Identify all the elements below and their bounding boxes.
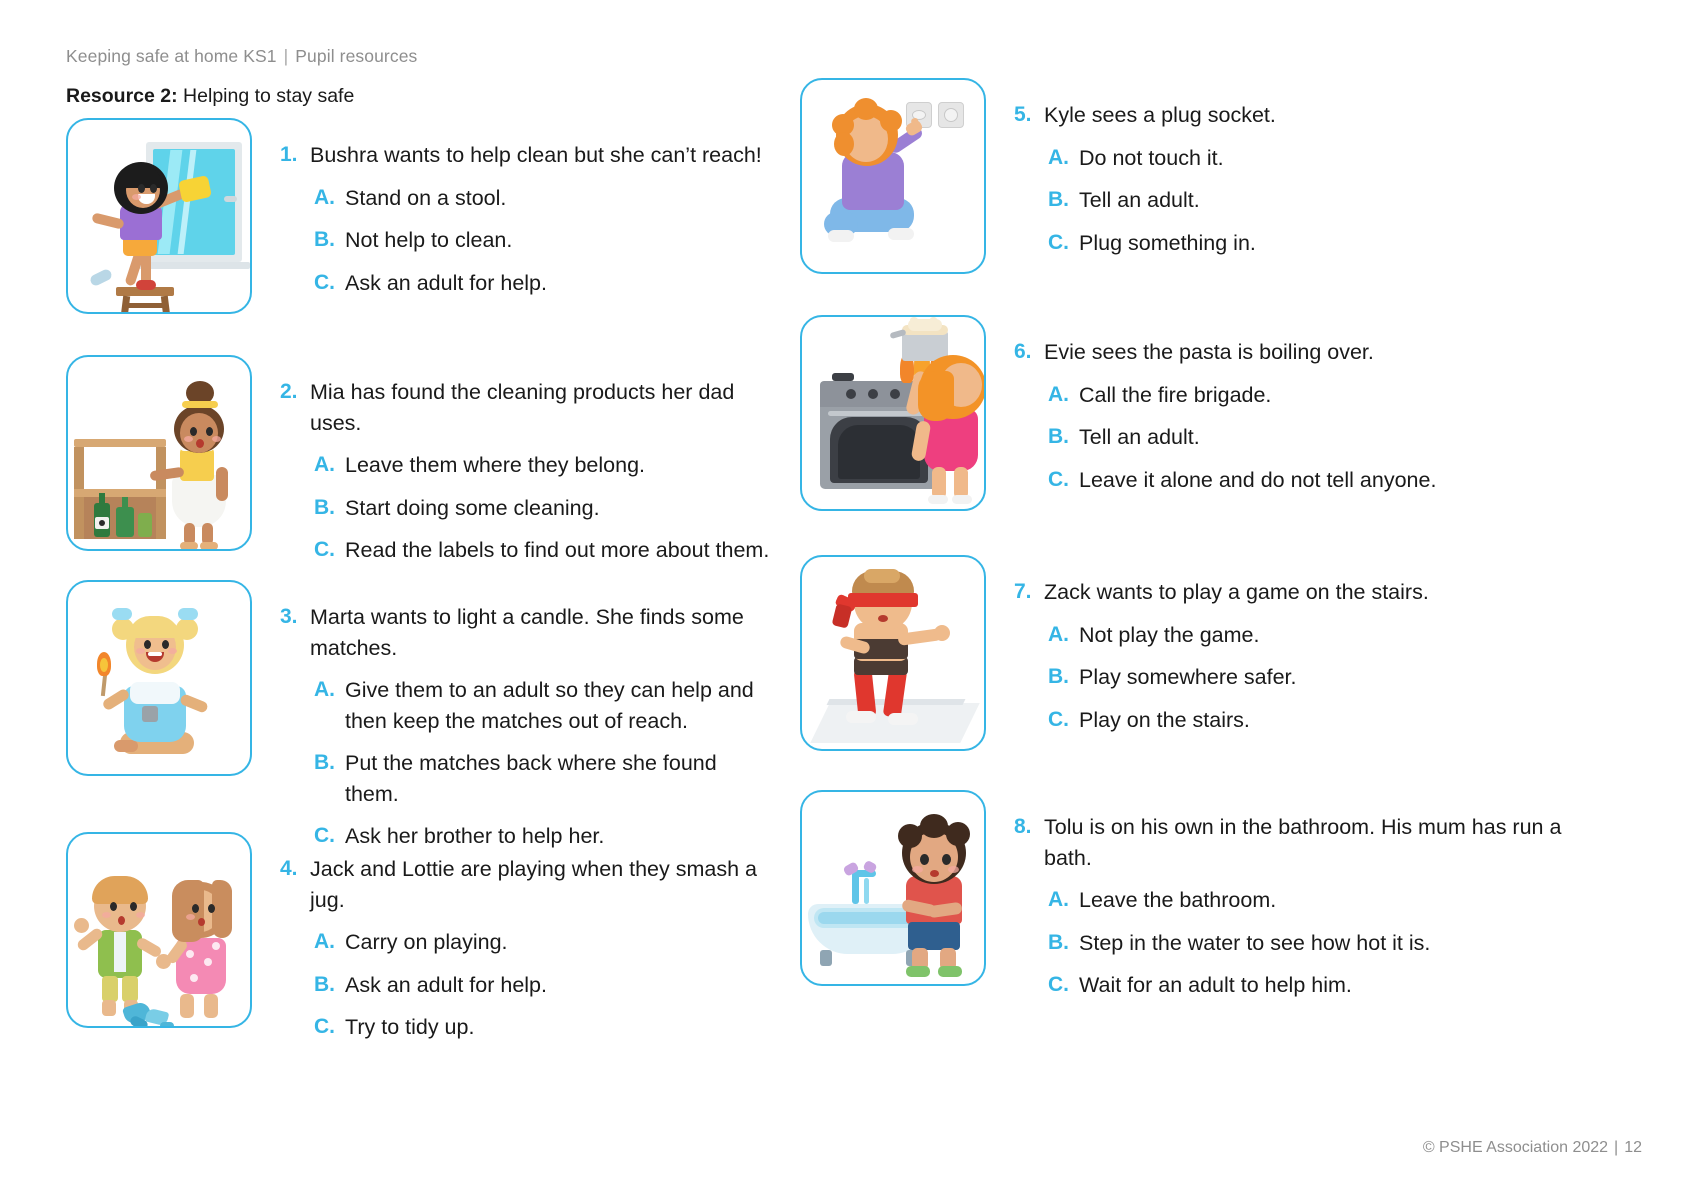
option-letter: A. bbox=[1048, 382, 1069, 406]
question-stem-text: Jack and Lottie are playing when they smash a jug. bbox=[310, 857, 757, 912]
scene-girl-cleaning-window-icon bbox=[68, 120, 250, 312]
option-text: Give them to an adult so they can help and then keep the matches out of reach. bbox=[345, 678, 754, 733]
option-text: Leave it alone and do not tell anyone. bbox=[1079, 467, 1437, 492]
scene-girl-cleaning-products-icon bbox=[68, 357, 250, 549]
breadcrumb-unit: Keeping safe at home KS1 bbox=[66, 46, 277, 66]
option-7b[interactable] bbox=[1014, 662, 1600, 693]
illustration-card-6 bbox=[800, 315, 986, 511]
option-6b[interactable] bbox=[1014, 422, 1600, 453]
option-text: Ask an adult for help. bbox=[345, 270, 547, 295]
question-block-7 bbox=[800, 555, 1600, 751]
question-text-1 bbox=[252, 118, 772, 298]
option-1a[interactable] bbox=[280, 183, 772, 214]
option-letter: B. bbox=[314, 495, 335, 519]
option-list-6 bbox=[1014, 380, 1600, 496]
question-stem-text: Evie sees the pasta is boiling over. bbox=[1044, 340, 1374, 364]
option-6c[interactable] bbox=[1014, 465, 1600, 496]
option-letter: B. bbox=[1048, 425, 1069, 449]
option-list-4 bbox=[280, 927, 772, 1043]
scene-children-broken-jug-icon bbox=[68, 834, 250, 1026]
question-number: 4. bbox=[280, 857, 298, 880]
breadcrumb-separator: | bbox=[283, 46, 289, 66]
option-text: Stand on a stool. bbox=[345, 185, 507, 210]
option-text: Plug something in. bbox=[1079, 230, 1256, 255]
question-stem-text: Tolu is on his own in the bathroom. His mum has run a bath. bbox=[1044, 815, 1562, 870]
option-1c[interactable] bbox=[280, 268, 772, 299]
option-text: Start doing some cleaning. bbox=[345, 495, 600, 520]
option-letter: A. bbox=[1048, 145, 1069, 169]
option-text: Call the fire brigade. bbox=[1079, 382, 1272, 407]
question-stem-text: Kyle sees a plug socket. bbox=[1044, 103, 1276, 127]
option-letter: B. bbox=[314, 751, 335, 775]
option-4c[interactable] bbox=[280, 1012, 772, 1043]
question-number: 8. bbox=[1014, 815, 1032, 838]
option-text: Leave the bathroom. bbox=[1079, 888, 1277, 913]
option-letter: C. bbox=[1048, 467, 1069, 491]
breadcrumb bbox=[66, 46, 417, 67]
option-text: Put the matches back where she found them. bbox=[345, 751, 717, 806]
question-stem-8 bbox=[1014, 812, 1600, 873]
option-3a[interactable] bbox=[280, 675, 772, 736]
question-text-3 bbox=[252, 580, 772, 852]
option-list-3 bbox=[280, 675, 772, 852]
option-letter: C. bbox=[1048, 230, 1069, 254]
option-letter: C. bbox=[1048, 707, 1069, 731]
option-text: Leave them where they belong. bbox=[345, 453, 646, 478]
option-letter: C. bbox=[314, 270, 335, 294]
option-list-5 bbox=[1014, 143, 1600, 259]
question-number: 7. bbox=[1014, 580, 1032, 603]
question-block-8 bbox=[800, 790, 1600, 1001]
option-text: Ask an adult for help. bbox=[345, 972, 547, 997]
option-text: Carry on playing. bbox=[345, 930, 508, 955]
option-text: Do not touch it. bbox=[1079, 145, 1224, 170]
illustration-card-5 bbox=[800, 78, 986, 274]
question-stem-1 bbox=[280, 140, 772, 171]
option-text: Wait for an adult to help him. bbox=[1079, 973, 1352, 998]
option-text: Tell an adult. bbox=[1079, 188, 1200, 213]
option-letter: A. bbox=[314, 453, 335, 477]
illustration-card-3 bbox=[66, 580, 252, 776]
question-number: 2. bbox=[280, 380, 298, 403]
page-title bbox=[66, 85, 354, 108]
option-letter: B. bbox=[314, 228, 335, 252]
option-8c[interactable] bbox=[1014, 970, 1600, 1001]
option-text: Play somewhere safer. bbox=[1079, 665, 1297, 690]
option-7c[interactable] bbox=[1014, 705, 1600, 736]
question-block-3 bbox=[66, 580, 772, 852]
option-letter: A. bbox=[314, 678, 335, 702]
question-number: 1. bbox=[280, 143, 298, 166]
option-letter: B. bbox=[1048, 930, 1069, 954]
question-stem-text: Bushra wants to help clean but she can’t reach! bbox=[310, 143, 762, 167]
option-text: Step in the water to see how hot it is. bbox=[1079, 930, 1431, 955]
question-text-8 bbox=[986, 790, 1600, 1001]
scene-blindfolded-boy-icon bbox=[802, 557, 984, 749]
option-letter: C. bbox=[314, 538, 335, 562]
breadcrumb-section: Pupil resources bbox=[295, 46, 418, 66]
scene-girl-with-match-icon bbox=[68, 582, 250, 774]
option-letter: A. bbox=[314, 930, 335, 954]
option-8a[interactable] bbox=[1014, 885, 1600, 916]
option-text: Read the labels to find out more about them. bbox=[345, 538, 770, 563]
scene-boy-by-bath-icon bbox=[802, 792, 984, 984]
option-2a[interactable] bbox=[280, 450, 772, 481]
option-list-1 bbox=[280, 183, 772, 299]
option-2b[interactable] bbox=[280, 493, 772, 524]
option-list-7 bbox=[1014, 620, 1600, 736]
option-list-2 bbox=[280, 450, 772, 566]
option-letter: A. bbox=[1048, 888, 1069, 912]
question-text-2 bbox=[252, 355, 772, 566]
option-5a[interactable] bbox=[1014, 143, 1600, 174]
option-5c[interactable] bbox=[1014, 228, 1600, 259]
question-text-5 bbox=[986, 78, 1600, 258]
option-5b[interactable] bbox=[1014, 185, 1600, 216]
option-text: Not play the game. bbox=[1079, 622, 1260, 647]
option-letter: C. bbox=[314, 1015, 335, 1039]
footer-copyright: © PSHE Association 2022 bbox=[1422, 1139, 1609, 1156]
question-block-2 bbox=[66, 355, 772, 566]
question-number: 3. bbox=[280, 605, 298, 628]
illustration-card-7 bbox=[800, 555, 986, 751]
question-block-1 bbox=[66, 118, 772, 314]
question-stem-text: Zack wants to play a game on the stairs. bbox=[1044, 580, 1429, 604]
illustration-card-1 bbox=[66, 118, 252, 314]
option-6a[interactable] bbox=[1014, 380, 1600, 411]
option-8b[interactable] bbox=[1014, 928, 1600, 959]
page-title-lead: Resource 2: bbox=[66, 85, 178, 107]
option-3b[interactable] bbox=[280, 748, 772, 809]
question-stem-4 bbox=[280, 854, 772, 915]
question-text-7 bbox=[986, 555, 1600, 735]
question-stem-2 bbox=[280, 377, 772, 438]
question-text-4 bbox=[252, 832, 772, 1043]
question-stem-6 bbox=[1014, 337, 1600, 368]
option-letter: A. bbox=[1048, 622, 1069, 646]
option-text: Try to tidy up. bbox=[345, 1015, 475, 1040]
question-stem-text: Mia has found the cleaning products her dad uses. bbox=[310, 380, 735, 435]
option-letter: C. bbox=[314, 824, 335, 848]
option-letter: B. bbox=[1048, 665, 1069, 689]
option-2c[interactable] bbox=[280, 535, 772, 566]
question-stem-text: Marta wants to light a candle. She finds some matches. bbox=[310, 605, 744, 660]
option-7a[interactable] bbox=[1014, 620, 1600, 651]
option-list-8 bbox=[1014, 885, 1600, 1001]
illustration-card-4 bbox=[66, 832, 252, 1028]
illustration-card-8 bbox=[800, 790, 986, 986]
question-stem-3 bbox=[280, 602, 772, 663]
question-text-6 bbox=[986, 315, 1600, 495]
footer-page-number: 12 bbox=[1624, 1139, 1642, 1156]
question-stem-5 bbox=[1014, 100, 1600, 131]
question-stem-7 bbox=[1014, 577, 1600, 608]
option-letter: B. bbox=[314, 972, 335, 996]
question-number: 5. bbox=[1014, 103, 1032, 126]
question-number: 6. bbox=[1014, 340, 1032, 363]
option-letter: A. bbox=[314, 185, 335, 209]
question-block-5 bbox=[800, 78, 1600, 274]
option-text: Not help to clean. bbox=[345, 228, 513, 253]
page-title-rest: Helping to stay safe bbox=[177, 85, 355, 107]
question-block-6 bbox=[800, 315, 1600, 511]
scene-boiling-pot-cooker-icon bbox=[802, 317, 984, 509]
option-1b[interactable] bbox=[280, 225, 772, 256]
option-text: Ask her brother to help her. bbox=[345, 824, 605, 849]
illustration-card-2 bbox=[66, 355, 252, 551]
footer-separator: | bbox=[1614, 1139, 1619, 1156]
option-letter: C. bbox=[1048, 973, 1069, 997]
option-4a[interactable] bbox=[280, 927, 772, 958]
option-letter: B. bbox=[1048, 188, 1069, 212]
question-block-4 bbox=[66, 832, 772, 1043]
option-text: Tell an adult. bbox=[1079, 425, 1200, 450]
scene-child-plug-socket-icon bbox=[802, 80, 984, 272]
option-text: Play on the stairs. bbox=[1079, 707, 1250, 732]
option-4b[interactable] bbox=[280, 970, 772, 1001]
footer bbox=[1423, 1139, 1642, 1157]
